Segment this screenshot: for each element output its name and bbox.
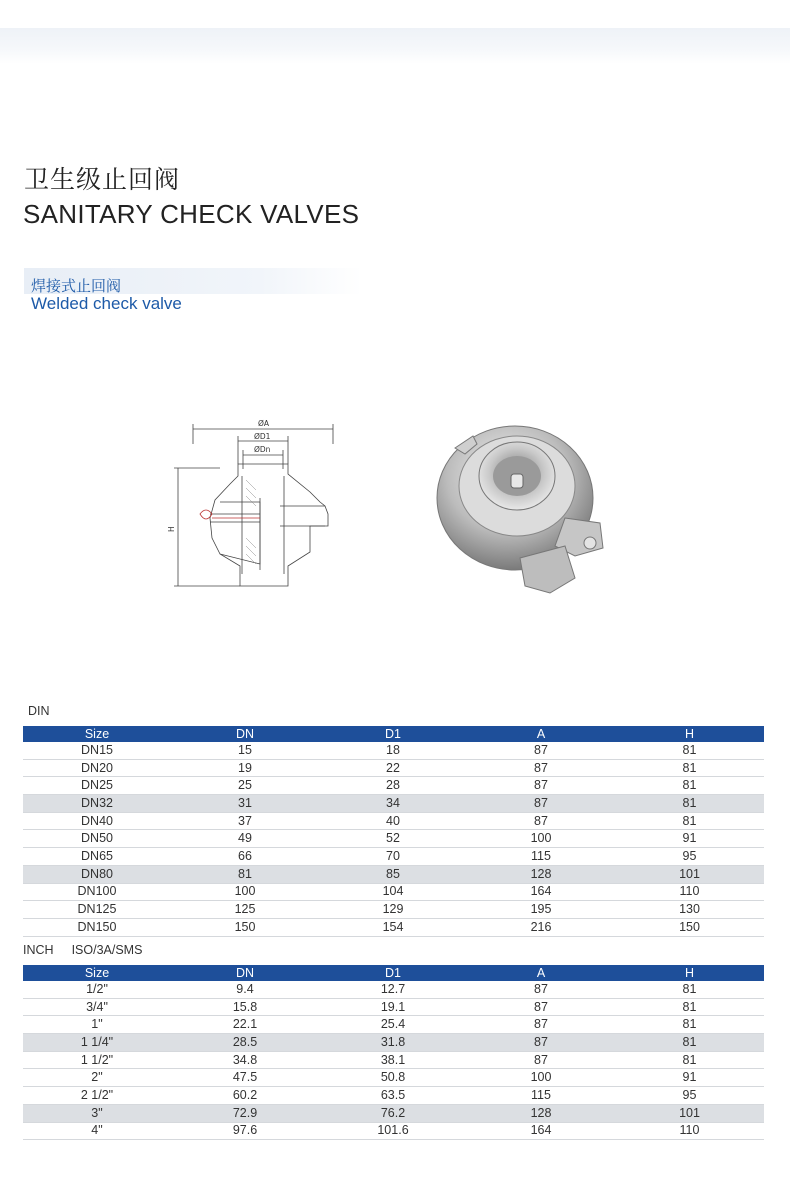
table-cell: 22 [319,759,467,777]
table-cell: 115 [467,1087,615,1105]
table-cell: 12.7 [319,981,467,998]
table-cell: DN150 [23,918,171,936]
inch-label-text: INCH [23,943,54,957]
product-name-en: Welded check valve [31,294,182,313]
table-cell: 15.8 [171,998,319,1016]
inch-label [23,943,160,957]
table-cell: 4" [23,1122,171,1140]
table-cell: 15 [171,742,319,759]
din-label [28,704,68,718]
table-cell: 76.2 [319,1104,467,1122]
table-cell: 81 [615,795,764,813]
table-cell: 81 [615,759,764,777]
column-header: A [467,965,615,981]
table-cell: 95 [615,1087,764,1105]
table-cell: 85 [319,865,467,883]
table-cell: 110 [615,1122,764,1140]
table-cell: 34 [319,795,467,813]
table-cell: 28.5 [171,1034,319,1052]
table-cell: 129 [319,901,467,919]
table-cell: 216 [467,918,615,936]
table-cell: 22.1 [171,1016,319,1034]
table-cell: 150 [615,918,764,936]
table-row [23,742,764,759]
table-cell: 19.1 [319,998,467,1016]
column-header: DN [171,726,319,742]
inch-table [23,965,764,1140]
table-cell: 19 [171,759,319,777]
table-cell: 2" [23,1069,171,1087]
table-cell: 164 [467,1122,615,1140]
table-cell: 38.1 [319,1051,467,1069]
table-cell: 87 [467,1016,615,1034]
table-cell: 81 [615,1034,764,1052]
table-cell: 101 [615,1104,764,1122]
table-cell: 70 [319,848,467,866]
column-header: D1 [319,726,467,742]
table-cell: 97.6 [171,1122,319,1140]
table-cell: DN50 [23,830,171,848]
table-cell: 100 [171,883,319,901]
table-cell: 18 [319,742,467,759]
table-cell: 91 [615,830,764,848]
table-cell: 130 [615,901,764,919]
product-name-cn: 焊接式止回阀 [31,277,122,295]
table-cell: DN100 [23,883,171,901]
technical-drawing [160,414,350,600]
product-photo [425,418,625,608]
table-cell: DN125 [23,901,171,919]
table-cell: 128 [467,1104,615,1122]
table-row [23,777,764,795]
table-cell: 81 [615,777,764,795]
table-row [23,1087,764,1105]
table-cell: 81 [171,865,319,883]
inch-standard-label: ISO/3A/SMS [71,943,143,957]
table-cell: 87 [467,1051,615,1069]
table-cell: 87 [467,759,615,777]
column-header: Size [23,965,171,981]
table-cell: 100 [467,830,615,848]
table-row [23,1016,764,1034]
table-cell: 81 [615,742,764,759]
table-cell: 72.9 [171,1104,319,1122]
table-row [23,1104,764,1122]
table-cell: 2 1/2" [23,1087,171,1105]
table-cell: 81 [615,1016,764,1034]
table-cell: 9.4 [171,981,319,998]
table-row [23,1051,764,1069]
table-cell: 40 [319,812,467,830]
table-cell: 87 [467,1034,615,1052]
table-row [23,795,764,813]
table-cell: 87 [467,742,615,759]
table-cell: 128 [467,865,615,883]
table-cell: 3" [23,1104,171,1122]
table-cell: 37 [171,812,319,830]
table-row [23,1069,764,1087]
table-cell: 63.5 [319,1087,467,1105]
table-cell: 1" [23,1016,171,1034]
table-cell: DN15 [23,742,171,759]
table-row [23,1122,764,1140]
table-row [23,918,764,936]
dim-label-d1: ØD1 [254,432,271,441]
table-cell: 60.2 [171,1087,319,1105]
table-cell: 125 [171,901,319,919]
table-row [23,848,764,866]
table-cell: DN65 [23,848,171,866]
table-cell: 66 [171,848,319,866]
table-cell: 49 [171,830,319,848]
table-cell: 87 [467,795,615,813]
table-cell: 1/2" [23,981,171,998]
table-cell: 87 [467,981,615,998]
table-cell: 50.8 [319,1069,467,1087]
table-header-row [23,726,764,742]
table-cell: DN25 [23,777,171,795]
table-row [23,883,764,901]
page-title-cn: 卫生级止回阀 [24,165,181,194]
column-header: Size [23,726,171,742]
top-banner [0,28,790,64]
table-cell: 31 [171,795,319,813]
table-cell: 25.4 [319,1016,467,1034]
column-header: H [615,726,764,742]
table-cell: 100 [467,1069,615,1087]
column-header: H [615,965,764,981]
table-row [23,865,764,883]
table-cell: 154 [319,918,467,936]
table-header-row [23,965,764,981]
table-row [23,812,764,830]
dim-label-a: ØA [258,419,270,428]
din-label-text: DIN [28,704,50,718]
table-row [23,981,764,998]
column-header: D1 [319,965,467,981]
table-cell: 101 [615,865,764,883]
table-row [23,1034,764,1052]
table-cell: 81 [615,981,764,998]
table-row [23,759,764,777]
table-cell: 104 [319,883,467,901]
din-table [23,726,764,937]
table-cell: 91 [615,1069,764,1087]
table-cell: 47.5 [171,1069,319,1087]
table-cell: 87 [467,812,615,830]
table-cell: 52 [319,830,467,848]
table-cell: 87 [467,777,615,795]
table-cell: 87 [467,998,615,1016]
table-cell: 31.8 [319,1034,467,1052]
table-cell: 1 1/2" [23,1051,171,1069]
table-cell: 81 [615,998,764,1016]
table-cell: 34.8 [171,1051,319,1069]
table-cell: DN80 [23,865,171,883]
table-cell: 110 [615,883,764,901]
table-cell: 115 [467,848,615,866]
table-cell: DN20 [23,759,171,777]
table-cell: 25 [171,777,319,795]
column-header: A [467,726,615,742]
dim-label-dn: ØDn [254,445,271,454]
table-cell: 95 [615,848,764,866]
table-cell: 81 [615,812,764,830]
table-cell: DN32 [23,795,171,813]
table-cell: 3/4" [23,998,171,1016]
table-cell: 195 [467,901,615,919]
column-header: DN [171,965,319,981]
table-row [23,901,764,919]
table-cell: 1 1/4" [23,1034,171,1052]
table-cell: 101.6 [319,1122,467,1140]
table-cell: 28 [319,777,467,795]
page-title-en: SANITARY CHECK VALVES [23,199,360,229]
table-row [23,830,764,848]
table-cell: 81 [615,1051,764,1069]
table-row [23,998,764,1016]
table-cell: DN40 [23,812,171,830]
table-cell: 164 [467,883,615,901]
dim-label-h: H [167,526,176,532]
table-cell: 150 [171,918,319,936]
